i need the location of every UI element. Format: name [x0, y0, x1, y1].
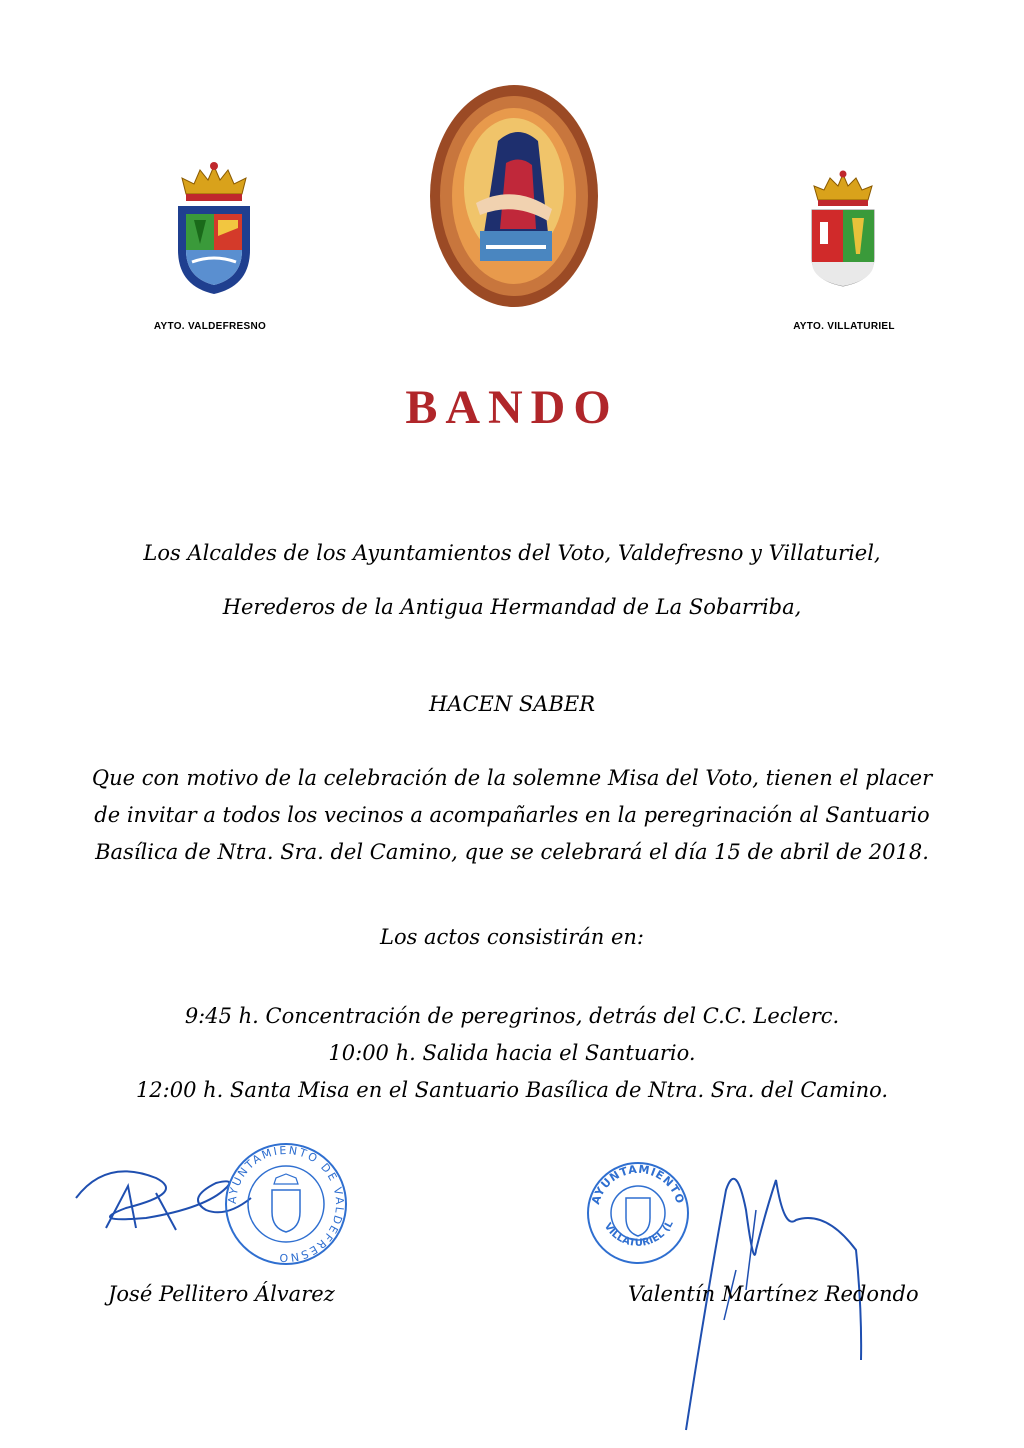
body-line-3: Basílica de Ntra. Sra. del Camino, que se celebrará el día 15 de abril de 2018.: [95, 840, 929, 864]
virgin-medallion-image: [428, 83, 600, 309]
valdefresno-stamp: [222, 1140, 350, 1268]
left-stamp-text: AYUNTAMIENTO DE VALDEFRESNO: [225, 1143, 347, 1265]
intro-line-2: Herederos de la Antigua Hermandad de La Sobarriba,: [222, 595, 802, 619]
schedule-item: 10:00 h. Salida hacia el Santuario.: [328, 1041, 696, 1065]
valdefresno-crest: [172, 158, 256, 298]
intro-line-1: Los Alcaldes de los Ayuntamientos del Voto, Valdefresno y Villaturiel,: [143, 541, 881, 565]
body-line-2: de invitar a todos los vecinos a acompañarles en la peregrinación al Santuario: [94, 803, 930, 827]
schedule-item: 12:00 h. Santa Misa en el Santuario Basílica de Ntra. Sra. del Camino.: [135, 1078, 889, 1102]
schedule-item: 9:45 h. Concentración de peregrinos, detrás del C.C. Leclerc.: [184, 1004, 840, 1028]
body-line-1: Que con motivo de la celebración de la solemne Misa del Voto, tienen el placer: [91, 766, 933, 790]
svg-text:AYUNTAMIENTO: [589, 1163, 687, 1206]
acts-heading: Los actos consistirán en:: [380, 925, 644, 949]
schedule-list: [60, 998, 964, 1109]
villaturiel-label: AYTO. VILLATURIEL: [793, 321, 895, 332]
document-title: BANDO: [405, 381, 619, 434]
body-paragraph: [60, 760, 964, 871]
villaturiel-crest: [808, 168, 878, 290]
left-signatory-name: José Pellitero Álvarez: [108, 1282, 335, 1306]
right-stamp-top-text: AYUNTAMIENTO: [589, 1162, 687, 1206]
announce-heading: HACEN SABER: [428, 692, 596, 716]
valdefresno-label: AYTO. VALDEFRESNO: [153, 321, 267, 332]
right-stamp-bottom-text: VILLATURIEL (L: [601, 1219, 676, 1249]
right-signatory-name: Valentín Martínez Redondo: [628, 1282, 919, 1306]
